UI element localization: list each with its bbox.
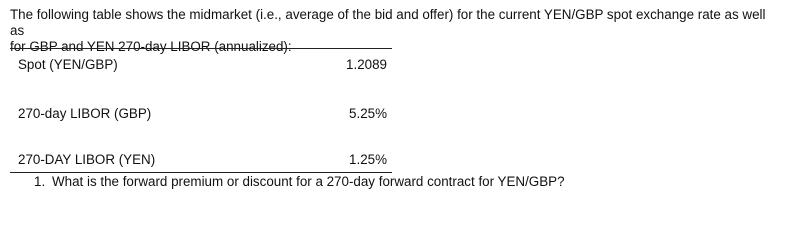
intro-line-2: for GBP and YEN 270-day LIBOR (annualized): [10, 39, 292, 54]
question-text: What is the forward premium or discount for a 270-day forward contract for YEN/GBP? [52, 174, 565, 189]
question-number: 1. [34, 174, 46, 189]
intro-line-1: The following table shows the midmarket (i.e., average of the bid and offer) for the current YEN/GBP spot exchange rate as well as [10, 7, 766, 38]
table-row [10, 49, 392, 99]
table-row [10, 98, 392, 147]
row-label: 270-day LIBOR (GBP) [18, 106, 152, 121]
row-value: 1.25% [300, 147, 392, 173]
row-value: 5.25% [349, 106, 387, 121]
question-item [34, 174, 565, 189]
row-label: 270-DAY LIBOR (YEN) [10, 147, 300, 173]
question-list [34, 174, 565, 189]
rates-table [10, 48, 392, 173]
row-label: Spot (YEN/GBP) [10, 49, 300, 99]
row-value: 1.2089 [300, 49, 392, 99]
table-row [10, 147, 392, 173]
